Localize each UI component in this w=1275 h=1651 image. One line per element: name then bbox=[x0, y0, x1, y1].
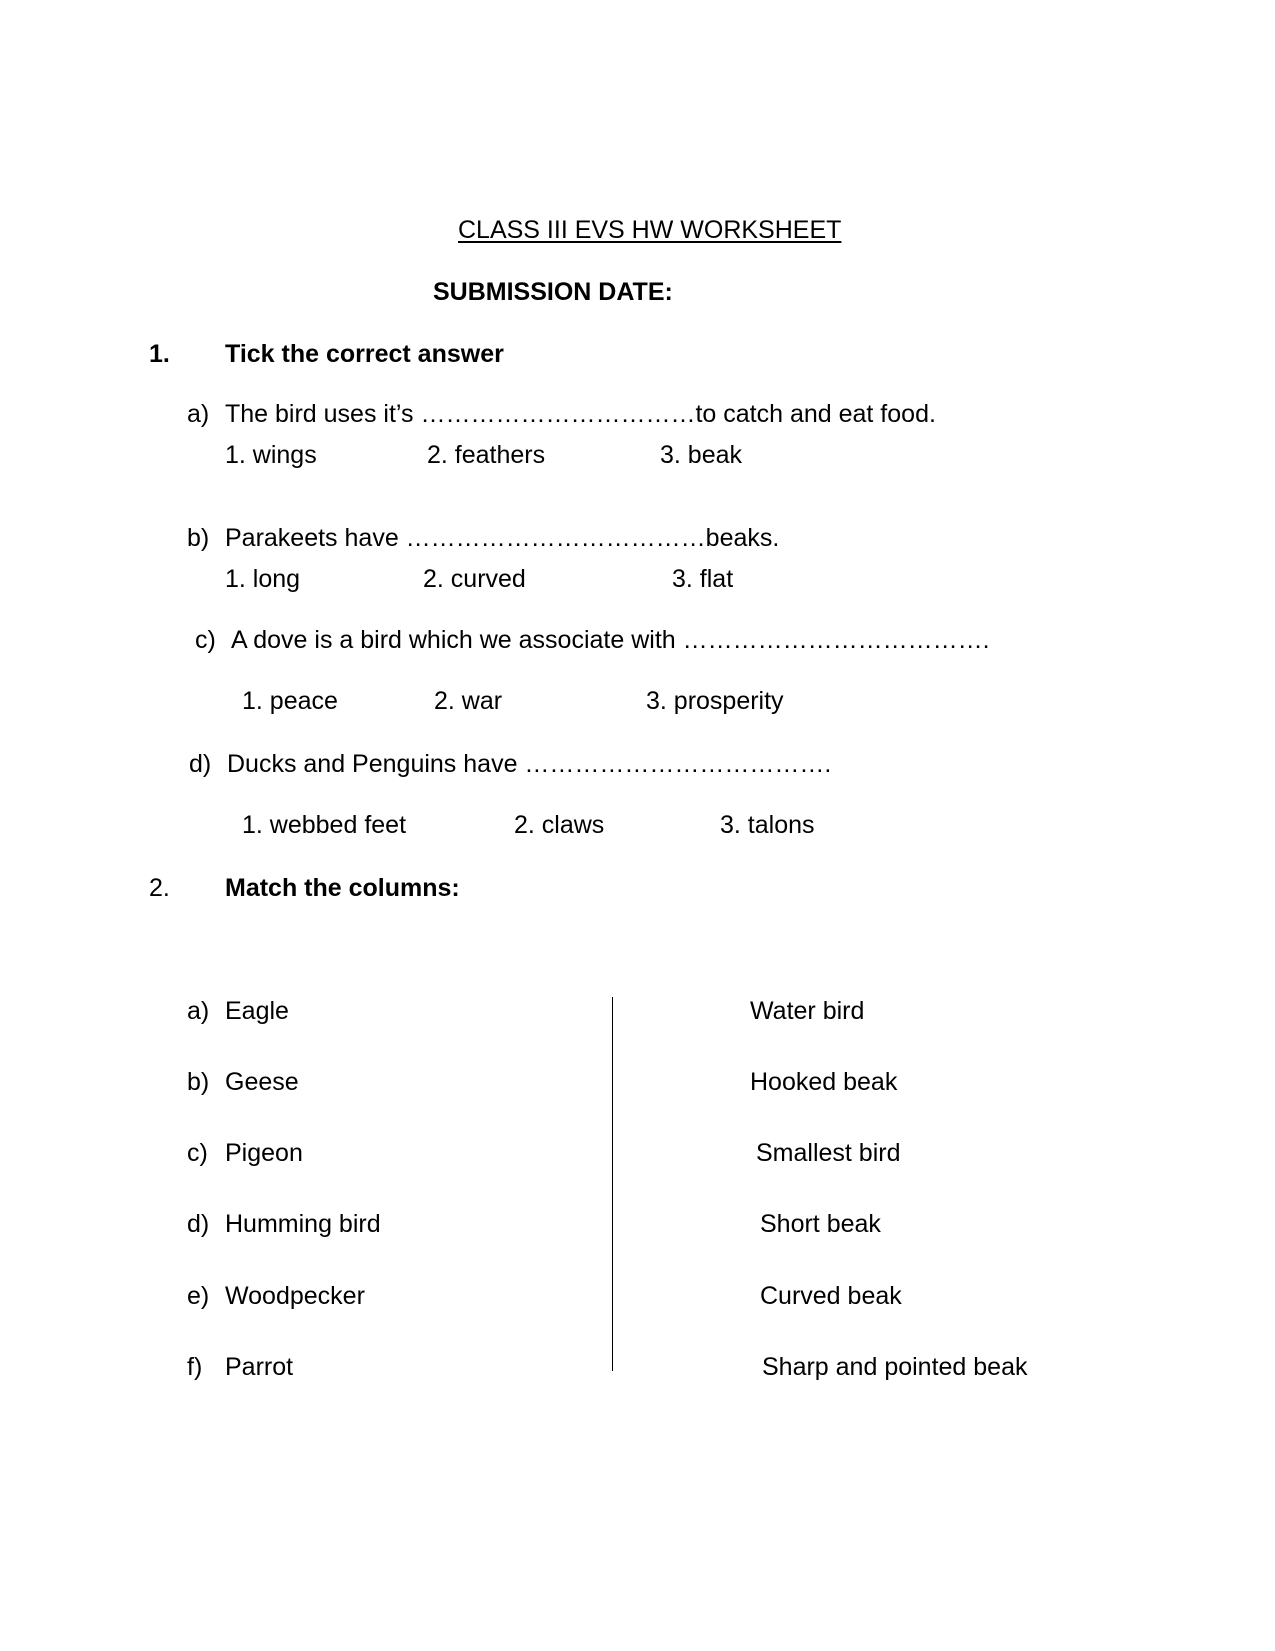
question-b-text: Parakeets have ………………………………beaks. bbox=[225, 524, 780, 552]
match-right-item-2: Hooked beak bbox=[750, 1068, 898, 1096]
match-right-item-6: Sharp and pointed beak bbox=[762, 1353, 1028, 1381]
question-a-option-3: 3. beak bbox=[660, 441, 743, 469]
match-left-label-d: d) bbox=[187, 1210, 210, 1238]
match-left-item-c: Pigeon bbox=[225, 1139, 303, 1167]
question-c-option-2: 2. war bbox=[434, 687, 503, 715]
question-c-label: c) bbox=[195, 626, 216, 654]
section1-number: 1. bbox=[149, 340, 170, 368]
column-divider bbox=[612, 997, 613, 1371]
section2-heading: Match the columns: bbox=[225, 874, 460, 902]
match-right-item-5: Curved beak bbox=[760, 1282, 902, 1310]
question-d-label: d) bbox=[189, 750, 212, 778]
question-d-option-2: 2. claws bbox=[514, 811, 605, 839]
question-a-option-2: 2. feathers bbox=[427, 441, 546, 469]
worksheet-title: CLASS III EVS HW WORKSHEET bbox=[458, 216, 842, 244]
question-c-option-1: 1. peace bbox=[242, 687, 338, 715]
match-right-item-4: Short beak bbox=[760, 1210, 881, 1238]
match-left-label-f: f) bbox=[187, 1353, 203, 1381]
question-c-option-3: 3. prosperity bbox=[646, 687, 784, 715]
question-a-text: The bird uses it’s ……………………………to catch and eat food. bbox=[225, 400, 936, 428]
match-left-item-e: Woodpecker bbox=[225, 1282, 365, 1310]
match-right-item-3: Smallest bird bbox=[756, 1139, 901, 1167]
match-left-item-a: Eagle bbox=[225, 997, 289, 1025]
section2-number: 2. bbox=[149, 874, 170, 902]
match-left-label-e: e) bbox=[187, 1282, 210, 1310]
match-left-item-b: Geese bbox=[225, 1068, 299, 1096]
section1-heading: Tick the correct answer bbox=[225, 340, 504, 368]
match-left-item-f: Parrot bbox=[225, 1353, 294, 1381]
question-a-label: a) bbox=[187, 400, 210, 428]
submission-date-label: SUBMISSION DATE: bbox=[433, 278, 673, 306]
question-b-label: b) bbox=[187, 524, 210, 552]
match-left-label-c: c) bbox=[187, 1139, 208, 1167]
match-left-label-a: a) bbox=[187, 997, 210, 1025]
question-a-option-1: 1. wings bbox=[225, 441, 317, 469]
question-d-option-3: 3. talons bbox=[720, 811, 815, 839]
question-d-text: Ducks and Penguins have ………………………………. bbox=[227, 750, 832, 778]
question-d-option-1: 1. webbed feet bbox=[242, 811, 407, 839]
question-b-option-1: 1. long bbox=[225, 565, 301, 593]
match-left-label-b: b) bbox=[187, 1068, 210, 1096]
question-b-option-2: 2. curved bbox=[423, 565, 526, 593]
match-left-item-d: Humming bird bbox=[225, 1210, 381, 1238]
match-right-item-1: Water bird bbox=[750, 997, 865, 1025]
question-b-option-3: 3. flat bbox=[672, 565, 734, 593]
question-c-text: A dove is a bird which we associate with ………………………………. bbox=[231, 626, 990, 654]
